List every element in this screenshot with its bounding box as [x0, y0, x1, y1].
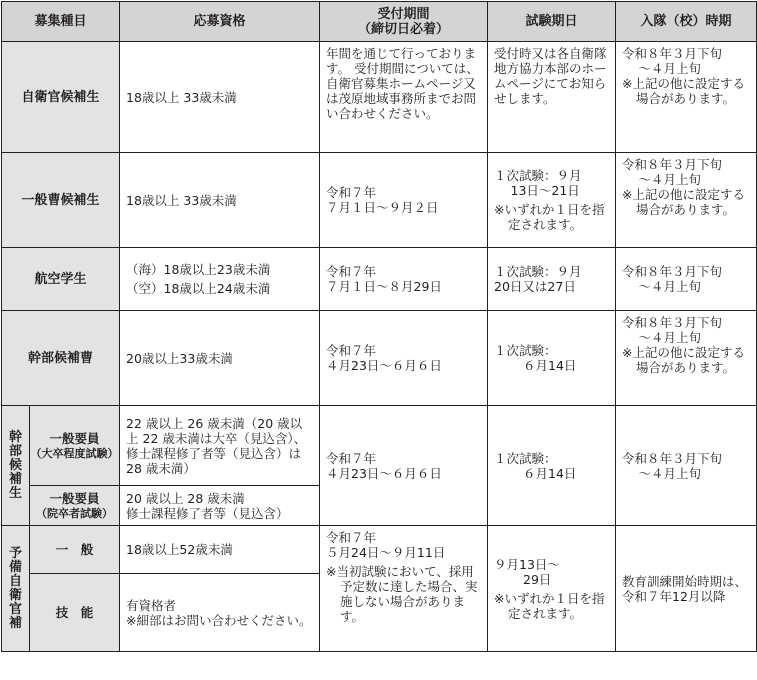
entry-note: ※上記の他に設定する場合があります。 — [622, 76, 745, 106]
period-koku-gakusei: 令和７年 ７月１日～８月29日 — [320, 248, 488, 311]
category-kanbu-kohosei — [2, 406, 30, 526]
qualification-main: 有資格者 — [126, 597, 177, 613]
exam-date-jieikan-kohosei: 受付時又は各自衛隊地方協力本部のホームページにてお知らせします。 — [488, 42, 616, 153]
header-entry: 入隊（校）時期 — [616, 2, 757, 42]
period-note: ※当初試験において、採用予定数に達した場合、実施しない場合があります。 — [326, 564, 478, 624]
category-kanbu-kohoso: 幹部候補曹 — [2, 311, 120, 406]
header-category: 募集種目 — [2, 2, 120, 42]
header-row — [2, 2, 757, 42]
row-jieikan-kohosei — [2, 42, 757, 153]
category-koku-gakusei: 航空学生 — [2, 248, 120, 311]
row-koku-gakusei — [2, 248, 757, 311]
exam-date-koku-gakusei: １次試験：９月 20日又は27日 — [488, 248, 616, 311]
entry-main: 令和８年３月下旬 ～４月上旬 — [622, 157, 723, 187]
qualification-air: （空）18歳以上24歳未満 — [126, 281, 271, 296]
subcategory-name: 一般要員 — [49, 430, 100, 446]
category-ippanso-kohosei: 一般曹候補生 — [2, 153, 120, 248]
exam-date-kanbu-kohosei: １次試験： ６月14日 — [488, 406, 616, 526]
row-ippanso-kohosei — [2, 153, 757, 248]
entry-kanbu-kohoso — [616, 311, 757, 406]
qualification-yobi-gino — [120, 574, 320, 652]
exam-date-ippanso-kohosei — [488, 153, 616, 248]
row-kanbu-kohosei-ippan — [2, 406, 757, 486]
qualification-yobi-ippan: 18歳以上52歳未満 — [120, 526, 320, 574]
exam-date-kanbu-kohoso: １次試験： ６月14日 — [488, 311, 616, 406]
recruitment-table — [1, 1, 757, 652]
entry-note: ※上記の他に設定する場合があります。 — [622, 345, 745, 375]
group-label-yobi-jieikanho: 予備自衛官補 — [8, 545, 22, 631]
qualification-ippanso-kohosei: 18歳以上 33歳未満 — [120, 153, 320, 248]
exam-main: ９月13日～ 29日 — [494, 556, 560, 587]
subcategory-ippan-daisotsu — [30, 406, 120, 486]
category-jieikan-kohosei: 自衛官候補生 — [2, 42, 120, 153]
group-label-kanbu-kohosei: 幹部候補生 — [8, 429, 22, 501]
period-kanbu-kohosei: 令和７年 ４月23日～６月６日 — [320, 406, 488, 526]
period-yobi-jieikanho — [320, 526, 488, 652]
header-exam-date: 試験期日 — [488, 2, 616, 42]
period-main: 令和７年 ５月24日～９月11日 — [326, 530, 446, 560]
period-ippanso-kohosei: 令和７年 ７月１日～９月２日 — [320, 153, 488, 248]
entry-koku-gakusei: 令和８年３月下旬 ～４月上旬 — [616, 248, 757, 311]
exam-main: １次試験：９月 13日～21日 — [494, 168, 582, 198]
exam-date-yobi-jieikanho — [488, 526, 616, 652]
entry-ippanso-kohosei — [616, 153, 757, 248]
entry-jieikan-kohosei — [616, 42, 757, 153]
entry-main: 令和８年３月下旬 ～４月上旬 — [622, 46, 723, 76]
row-yobi-ippan — [2, 526, 757, 574]
subcategory-ippan: 一 般 — [30, 526, 120, 574]
entry-kanbu-kohosei: 令和８年３月下旬 ～４月上旬 — [616, 406, 757, 526]
exam-note: ※いずれか１日を指定されます。 — [494, 590, 605, 621]
header-qualification: 応募資格 — [120, 2, 320, 42]
period-jieikan-kohosei: 年間を通じて行っております。 受付期間については、自衛官募集ホームページ又は茂原地域事務所までお問い合わせください。 — [320, 42, 488, 153]
qualification-jieikan-kohosei: 18歳以上 33歳未満 — [120, 42, 320, 153]
entry-yobi-jieikanho: 教育訓練開始時期は、令和７年12月以降 — [616, 526, 757, 652]
subcategory-insotsu — [30, 486, 120, 526]
qualification-insotsu: 20 歳以上 28 歳未満 修士課程修了者等（見込含） — [120, 486, 320, 526]
subcategory-detail: （大卒程度試験） — [30, 446, 119, 460]
category-yobi-jieikanho — [2, 526, 30, 652]
qualification-koku-gakusei — [120, 248, 320, 311]
header-period: 受付期間 （締切日必着） — [320, 2, 488, 42]
exam-note: ※いずれか１日を指定されます。 — [494, 202, 605, 232]
qualification-navy: （海）18歳以上23歳未満 — [126, 262, 271, 277]
entry-note: ※上記の他に設定する場合があります。 — [622, 187, 745, 217]
qualification-note: ※細部はお問い合わせください。 — [126, 612, 312, 628]
subcategory-name: 一般要員 — [49, 490, 100, 506]
qualification-ippan-daisotsu: 22 歳以上 26 歳未満（20 歳以上 22 歳未満は大卒（見込含）、修士課程修了者等（見込含）は 28 歳未満） — [120, 406, 320, 486]
qualification-kanbu-kohoso: 20歳以上33歳未満 — [120, 311, 320, 406]
period-kanbu-kohoso: 令和７年 ４月23日～６月６日 — [320, 311, 488, 406]
entry-main: 令和８年３月下旬 ～４月上旬 — [622, 315, 723, 345]
subcategory-detail: （院卒者試験） — [36, 506, 113, 520]
row-kanbu-kohoso — [2, 311, 757, 406]
subcategory-gino: 技 能 — [30, 574, 120, 652]
